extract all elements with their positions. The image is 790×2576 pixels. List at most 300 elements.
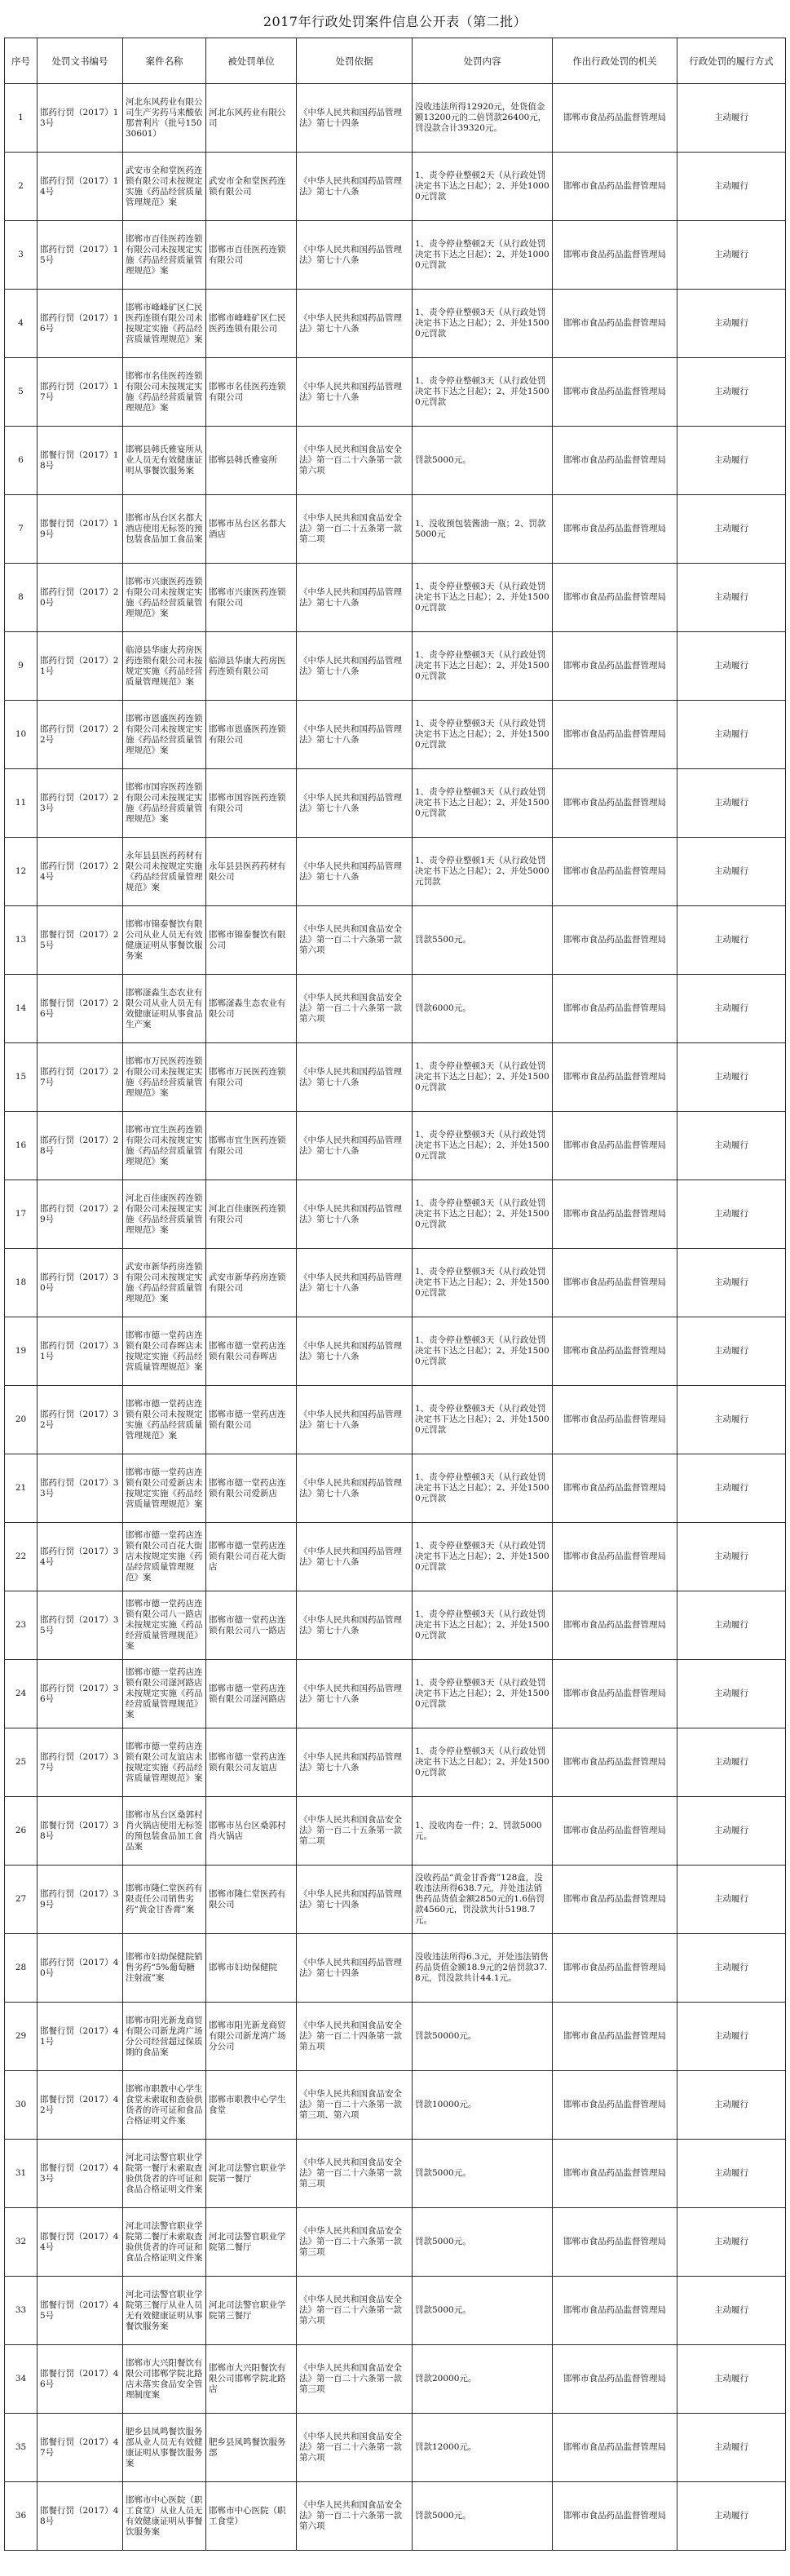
cell-authority: 邯郸市食品药品监督管理局	[553, 975, 677, 1043]
cell-case-name: 河北东风药业有限公司生产劣药马来酸依那普利片（批号15030601）	[123, 84, 206, 153]
cell-doc-no: 邯药行罚（2017）40号	[38, 1934, 123, 2003]
cell-basis: 《中华人民共和国食品安全法》第一百二十六条第一款第六项	[297, 906, 413, 975]
cell-authority: 邯郸市食品药品监督管理局	[553, 632, 677, 701]
cell-authority: 邯郸市食品药品监督管理局	[553, 564, 677, 632]
cell-no: 1	[5, 84, 38, 153]
cell-case-name: 邯郸市德一堂药店连锁有限公司八一路店未按规定实施《药品经营质量管理规范》案	[123, 1591, 206, 1660]
cell-case-name: 邯郸市妇幼保健院销售劣药“5%葡萄糖注射液”案	[123, 1934, 206, 2003]
cell-basis: 《中华人民共和国药品管理法》第七十八条	[297, 632, 413, 701]
cell-case-name: 邯郸市名佳医药连锁有限公司未按规定实施《药品经营质量管理规范》案	[123, 358, 206, 427]
cell-case-name: 河北百佳康医药连锁有限公司未按规定实施《药品经营质量管理规范》案	[123, 1180, 206, 1249]
cell-authority: 邯郸市食品药品监督管理局	[553, 1591, 677, 1660]
cell-case-name: 河北司法警官职业学院第二餐厅未索取查验供货者的许可证和食品合格证明文件案	[123, 2208, 206, 2277]
header-authority: 作出行政处罚的机关	[553, 38, 677, 84]
cell-doc-no: 邯餐行罚（2017）26号	[38, 975, 123, 1043]
cell-no: 10	[5, 701, 38, 769]
cell-content: 罚款5000元。	[413, 2482, 553, 2551]
cell-doc-no: 邯餐行罚（2017）43号	[38, 2140, 123, 2208]
cell-method: 主动履行	[677, 906, 786, 975]
cell-authority: 邯郸市食品药品监督管理局	[553, 495, 677, 564]
cell-authority: 邯郸市食品药品监督管理局	[553, 701, 677, 769]
cell-no: 31	[5, 2140, 38, 2208]
table-row	[5, 1112, 786, 1180]
table-row	[5, 975, 786, 1043]
cell-doc-no: 邯药行罚（2017）37号	[38, 1728, 123, 1797]
table-body	[5, 84, 786, 2551]
cell-case-name: 邯郸市中心医院（职工食堂）从业人员无有效健康证明从事餐饮服务案	[123, 2482, 206, 2551]
table-row	[5, 2277, 786, 2345]
cell-basis: 《中华人民共和国食品安全法》第一百二十六条第一款第三项、第六项	[297, 2071, 413, 2140]
cell-basis: 《中华人民共和国药品管理法》第七十八条	[297, 1591, 413, 1660]
cell-party: 河北司法警官职业学院第一餐厅	[206, 2140, 297, 2208]
header-no: 序号	[5, 38, 38, 84]
cell-content: 1、责令停业整顿3天（从行政处罚决定书下达之日起）；2、并处15000元罚款	[413, 1043, 553, 1112]
cell-no: 19	[5, 1317, 38, 1386]
cell-doc-no: 邯药行罚（2017）34号	[38, 1523, 123, 1591]
cell-no: 7	[5, 495, 38, 564]
cell-doc-no: 邯药行罚（2017）16号	[38, 290, 123, 358]
table-row	[5, 906, 786, 975]
cell-no: 32	[5, 2208, 38, 2277]
cell-method: 主动履行	[677, 1043, 786, 1112]
cell-method: 主动履行	[677, 1523, 786, 1591]
cell-case-name: 肥乡县凤鸣餐饮服务部从业人员无有效健康证明从事餐饮服务案	[123, 2414, 206, 2482]
cell-authority: 邯郸市食品药品监督管理局	[553, 427, 677, 495]
cell-no: 22	[5, 1523, 38, 1591]
cell-authority: 邯郸市食品药品监督管理局	[553, 1797, 677, 1866]
cell-case-name: 临漳县华康大药房医药连锁有限公司未按规定实施《药品经营质量管理规范》案	[123, 632, 206, 701]
cell-no: 26	[5, 1797, 38, 1866]
table-row	[5, 1386, 786, 1454]
cell-basis: 《中华人民共和国食品安全法》第一百二十六条第一款第六项	[297, 2277, 413, 2345]
cell-basis: 《中华人民共和国食品安全法》第一百二十四条第一款第五项	[297, 2003, 413, 2071]
cell-case-name: 邯郸市恩盛医药连锁有限公司未按规定实施《药品经营质量管理规范》案	[123, 701, 206, 769]
table-row	[5, 1866, 786, 1934]
cell-basis: 《中华人民共和国药品管理法》第七十八条	[297, 838, 413, 906]
cell-case-name: 邯郸市兴康医药连锁有限公司未按规定实施《药品经营质量管理规范》案	[123, 564, 206, 632]
cell-method: 主动履行	[677, 2482, 786, 2551]
table-row	[5, 1523, 786, 1591]
cell-case-name: 邯郸市万民医药连锁有限公司未按规定实施《药品经营质量管理规范》案	[123, 1043, 206, 1112]
cell-method: 主动履行	[677, 769, 786, 838]
table-row	[5, 1797, 786, 1866]
cell-party: 邯郸市德一堂药店连锁有限公司友谊店	[206, 1728, 297, 1797]
cell-basis: 《中华人民共和国食品安全法》第一百二十六条第一款第六项	[297, 975, 413, 1043]
cell-case-name: 邯郸市大兴阳餐饮有限公司邯郸学院北路店未落实食品安全管理制度案	[123, 2345, 206, 2414]
cell-method: 主动履行	[677, 1591, 786, 1660]
cell-no: 33	[5, 2277, 38, 2345]
cell-authority: 邯郸市食品药品监督管理局	[553, 153, 677, 221]
cell-content: 1、责令停业整顿3天（从行政处罚决定书下达之日起）；2、并处15000元罚款	[413, 564, 553, 632]
cell-party: 河北东风药业有限公司	[206, 84, 297, 153]
cell-authority: 邯郸市食品药品监督管理局	[553, 906, 677, 975]
table-row	[5, 2414, 786, 2482]
cell-basis: 《中华人民共和国药品管理法》第七十八条	[297, 290, 413, 358]
cell-party: 河北司法警官职业学院第三餐厅	[206, 2277, 297, 2345]
table-row	[5, 290, 786, 358]
cell-no: 34	[5, 2345, 38, 2414]
cell-basis: 《中华人民共和国食品安全法》第一百二十六条第一款第六项	[297, 2414, 413, 2482]
cell-content: 1、责令停业整顿3天（从行政处罚决定书下达之日起）；2、并处15000元罚款	[413, 632, 553, 701]
table-row	[5, 632, 786, 701]
cell-doc-no: 邯餐行罚（2017）18号	[38, 427, 123, 495]
table-row	[5, 2345, 786, 2414]
cell-no: 36	[5, 2482, 38, 2551]
cell-authority: 邯郸市食品药品监督管理局	[553, 769, 677, 838]
cell-case-name: 永年县县医药药材有限公司未按规定实施《药品经营质量管理规范》案	[123, 838, 206, 906]
cell-party: 武安市全和堂医药连锁有限公司	[206, 153, 297, 221]
table-row	[5, 838, 786, 906]
cell-method: 主动履行	[677, 2208, 786, 2277]
cell-party: 邯郸市中心医院（职工食堂）	[206, 2482, 297, 2551]
table-row	[5, 1249, 786, 1317]
cell-party: 邯郸市恩盛医药连锁有限公司	[206, 701, 297, 769]
cell-authority: 邯郸市食品药品监督管理局	[553, 1728, 677, 1797]
cell-content: 1、责令停业整顿3天（从行政处罚决定书下达之日起）；2、并处15000元罚款	[413, 1386, 553, 1454]
cell-content: 没收违法所得12920元，处货值金额13200元的二倍罚款26400元，罚没款合计39320元。	[413, 84, 553, 153]
cell-method: 主动履行	[677, 2345, 786, 2414]
cell-party: 邯郸市宜生医药连锁有限公司	[206, 1112, 297, 1180]
cell-party: 邯郸市德一堂药店连锁有限公司爱新店	[206, 1454, 297, 1523]
cell-party: 河北百佳康医药连锁有限公司	[206, 1180, 297, 1249]
table-row	[5, 2140, 786, 2208]
cell-method: 主动履行	[677, 701, 786, 769]
cell-authority: 邯郸市食品药品监督管理局	[553, 1660, 677, 1728]
cell-no: 12	[5, 838, 38, 906]
table-row	[5, 153, 786, 221]
cell-doc-no: 邯药行罚（2017）24号	[38, 838, 123, 906]
cell-content: 罚款5000元。	[413, 2140, 553, 2208]
cell-party: 邯郸县韩氏雅宴所	[206, 427, 297, 495]
cell-content: 1、责令停业整顿1天（从行政处罚决定书下达之日起）；2、并处5000元罚款	[413, 838, 553, 906]
cell-content: 罚款5500元。	[413, 906, 553, 975]
header-case-name: 案件名称	[123, 38, 206, 84]
cell-method: 主动履行	[677, 427, 786, 495]
cell-basis: 《中华人民共和国药品管理法》第七十八条	[297, 221, 413, 290]
cell-case-name: 邯郸市德一堂药店连锁有限公司滏河路店未按规定实施《药品经营质量管理规范》案	[123, 1660, 206, 1728]
cell-doc-no: 邯药行罚（2017）31号	[38, 1317, 123, 1386]
cell-party: 邯郸市德一堂药店连锁有限公司春晖店	[206, 1317, 297, 1386]
cell-party: 河北司法警官职业学院第二餐厅	[206, 2208, 297, 2277]
cell-party: 邯郸市阳光新龙商贸有限公司新龙湾广场分公司	[206, 2003, 297, 2071]
cell-authority: 邯郸市食品药品监督管理局	[553, 2482, 677, 2551]
header-basis: 处罚依据	[297, 38, 413, 84]
cell-doc-no: 邯药行罚（2017）35号	[38, 1591, 123, 1660]
cell-method: 主动履行	[677, 84, 786, 153]
cell-party: 邯郸市百佳医药连锁有限公司	[206, 221, 297, 290]
cell-no: 28	[5, 1934, 38, 2003]
cell-basis: 《中华人民共和国药品管理法》第七十八条	[297, 701, 413, 769]
cell-party: 邯郸市德一堂药店连锁有限公司八一路店	[206, 1591, 297, 1660]
cell-doc-no: 邯餐行罚（2017）47号	[38, 2414, 123, 2482]
document-title: 2017年行政处罚案件信息公开表（第二批）	[263, 14, 527, 29]
cell-method: 主动履行	[677, 2071, 786, 2140]
cell-authority: 邯郸市食品药品监督管理局	[553, 2140, 677, 2208]
cell-case-name: 河北司法警官职业学院第三餐厅从业人员无有效健康证明从事餐饮服务案	[123, 2277, 206, 2345]
cell-doc-no: 邯药行罚（2017）14号	[38, 153, 123, 221]
cell-authority: 邯郸市食品药品监督管理局	[553, 1454, 677, 1523]
table-row	[5, 495, 786, 564]
cell-basis: 《中华人民共和国药品管理法》第七十八条	[297, 564, 413, 632]
cell-party: 邯郸市职教中心学生食堂	[206, 2071, 297, 2140]
cell-method: 主动履行	[677, 1866, 786, 1934]
table-row	[5, 2482, 786, 2551]
cell-case-name: 河北司法警官职业学院第一餐厅未索取查验供货者的许可证和食品合格证明文件案	[123, 2140, 206, 2208]
cell-basis: 《中华人民共和国药品管理法》第七十八条	[297, 1317, 413, 1386]
cell-authority: 邯郸市食品药品监督管理局	[553, 2208, 677, 2277]
cell-basis: 《中华人民共和国食品安全法》第一百二十六条第一款第三项	[297, 2208, 413, 2277]
cell-method: 主动履行	[677, 358, 786, 427]
cell-case-name: 邯郸市职教中心学生食堂未索取和查验供货者的许可证和食品合格证明文件案	[123, 2071, 206, 2140]
cell-method: 主动履行	[677, 2414, 786, 2482]
cell-method: 主动履行	[677, 1934, 786, 2003]
cell-basis: 《中华人民共和国药品管理法》第七十八条	[297, 1523, 413, 1591]
cell-authority: 邯郸市食品药品监督管理局	[553, 1249, 677, 1317]
cell-method: 主动履行	[677, 632, 786, 701]
cell-method: 主动履行	[677, 564, 786, 632]
cell-case-name: 武安市全和堂医药连锁有限公司未按规定实施《药品经营质量管理规范》案	[123, 153, 206, 221]
cell-method: 主动履行	[677, 975, 786, 1043]
cell-basis: 《中华人民共和国药品管理法》第七十八条	[297, 358, 413, 427]
cell-content: 罚款5000元。	[413, 2277, 553, 2345]
cell-basis: 《中华人民共和国药品管理法》第七十四条	[297, 1934, 413, 2003]
cell-content: 1、责令停业整顿3天（从行政处罚决定书下达之日起）；2、并处15000元罚款	[413, 1523, 553, 1591]
cell-content: 1、责令停业整顿3天（从行政处罚决定书下达之日起）；2、并处15000元罚款	[413, 1249, 553, 1317]
cell-authority: 邯郸市食品药品监督管理局	[553, 1317, 677, 1386]
cell-party: 邯郸市名佳医药连锁有限公司	[206, 358, 297, 427]
penalty-table	[4, 38, 786, 2551]
cell-content: 1、没收肉卷一件；2、罚款5000元。	[413, 1797, 553, 1866]
cell-case-name: 邯郸市锦泰餐饮有限公司从业人员无有效健康证明从事餐饮服务案	[123, 906, 206, 975]
cell-no: 20	[5, 1386, 38, 1454]
cell-method: 主动履行	[677, 1112, 786, 1180]
cell-authority: 邯郸市食品药品监督管理局	[553, 221, 677, 290]
cell-authority: 邯郸市食品药品监督管理局	[553, 2071, 677, 2140]
cell-no: 5	[5, 358, 38, 427]
cell-no: 3	[5, 221, 38, 290]
cell-content: 1、责令停业整顿3天（从行政处罚决定书下达之日起）；2、并处15000元罚款	[413, 358, 553, 427]
cell-case-name: 邯郸市德一堂药店连锁有限公司春晖店未按规定实施《药品经营质量管理规范》案	[123, 1317, 206, 1386]
cell-basis: 《中华人民共和国药品管理法》第七十八条	[297, 1112, 413, 1180]
table-row	[5, 1317, 786, 1386]
table-row	[5, 84, 786, 153]
cell-case-name: 邯郸市阳光新龙商贸有限公司新龙湾广场分公司经营超过保质期的食品案	[123, 2003, 206, 2071]
cell-case-name: 邯郸市德一堂药店连锁有限公司爱新店未按规定实施《药品经营质量管理规范》案	[123, 1454, 206, 1523]
cell-case-name: 邯郸市隆仁堂医药有限责任公司销售劣药“黄金甘香膏”案	[123, 1866, 206, 1934]
cell-authority: 邯郸市食品药品监督管理局	[553, 2345, 677, 2414]
cell-no: 23	[5, 1591, 38, 1660]
cell-doc-no: 邯餐行罚（2017）46号	[38, 2345, 123, 2414]
cell-content: 没收违法所得6.3元，并处违法销售药品货值金额18.9元的2倍罚款37.8元，罚没款共计44.1元。	[413, 1934, 553, 2003]
cell-no: 29	[5, 2003, 38, 2071]
cell-authority: 邯郸市食品药品监督管理局	[553, 1112, 677, 1180]
cell-no: 15	[5, 1043, 38, 1112]
cell-content: 1、责令停业整顿3天（从行政处罚决定书下达之日起）；2、并处15000元罚款	[413, 1728, 553, 1797]
cell-no: 4	[5, 290, 38, 358]
cell-method: 主动履行	[677, 495, 786, 564]
cell-basis: 《中华人民共和国药品管理法》第七十四条	[297, 84, 413, 153]
cell-no: 13	[5, 906, 38, 975]
cell-party: 邯郸市丛台区名都大酒店	[206, 495, 297, 564]
table-row	[5, 427, 786, 495]
cell-party: 永年县县医药药材有限公司	[206, 838, 297, 906]
cell-doc-no: 邯餐行罚（2017）19号	[38, 495, 123, 564]
cell-no: 8	[5, 564, 38, 632]
cell-case-name: 邯郸市德一堂药店连锁有限公司未按规定实施《药品经营质量管理规范》案	[123, 1386, 206, 1454]
cell-content: 罚款5000元。	[413, 2208, 553, 2277]
table-row	[5, 2071, 786, 2140]
cell-content: 罚款20000元。	[413, 2345, 553, 2414]
cell-authority: 邯郸市食品药品监督管理局	[553, 1043, 677, 1112]
cell-content: 1、责令停业整顿3天（从行政处罚决定书下达之日起）；2、并处15000元罚款	[413, 701, 553, 769]
cell-method: 主动履行	[677, 1797, 786, 1866]
cell-content: 罚款5000元。	[413, 427, 553, 495]
cell-case-name: 邯郸市国容医药连锁有限公司未按规定实施《药品经营质量管理规范》案	[123, 769, 206, 838]
cell-party: 邯郸市德一堂药店连锁有限公司滏河路店	[206, 1660, 297, 1728]
cell-doc-no: 邯药行罚（2017）39号	[38, 1866, 123, 1934]
table-row	[5, 1728, 786, 1797]
header-row	[5, 38, 786, 84]
cell-no: 25	[5, 1728, 38, 1797]
table-row	[5, 1591, 786, 1660]
cell-case-name: 邯郸市丛台区桑郭村肖火锅店使用无标签的预包装食品加工食品案	[123, 1797, 206, 1866]
cell-case-name: 邯郸市德一堂药店连锁有限公司友谊店未按规定实施《药品经营质量管理规范》案	[123, 1728, 206, 1797]
table-row	[5, 1043, 786, 1112]
table-row	[5, 1660, 786, 1728]
cell-case-name: 邯郸市丛台区名都大酒店使用无标签的预包装食品加工食品案	[123, 495, 206, 564]
cell-basis: 《中华人民共和国食品安全法》第一百二十五条第一款第二项	[297, 495, 413, 564]
table-row	[5, 221, 786, 290]
cell-content: 1、责令停业整顿3天（从行政处罚决定书下达之日起）；2、并处15000元罚款	[413, 769, 553, 838]
cell-no: 2	[5, 153, 38, 221]
cell-method: 主动履行	[677, 1386, 786, 1454]
cell-basis: 《中华人民共和国药品管理法》第七十八条	[297, 1660, 413, 1728]
cell-basis: 《中华人民共和国食品安全法》第一百二十六条第一款第三项	[297, 2140, 413, 2208]
cell-case-name: 武安市新华药房连锁有限公司未按规定实施《药品经营质量管理规范》案	[123, 1249, 206, 1317]
cell-doc-no: 邯餐行罚（2017）42号	[38, 2071, 123, 2140]
cell-basis: 《中华人民共和国药品管理法》第七十八条	[297, 153, 413, 221]
cell-party: 邯郸市锦泰餐饮有限公司	[206, 906, 297, 975]
cell-method: 主动履行	[677, 1249, 786, 1317]
cell-party: 邯郸市德一堂药店连锁有限公司	[206, 1386, 297, 1454]
cell-authority: 邯郸市食品药品监督管理局	[553, 358, 677, 427]
header-method: 行政处罚的履行方式	[677, 38, 786, 84]
cell-no: 18	[5, 1249, 38, 1317]
cell-no: 27	[5, 1866, 38, 1934]
header-party: 被处罚单位	[206, 38, 297, 84]
cell-content: 1、责令停业整顿3天（从行政处罚决定书下达之日起）；2、并处15000元罚款	[413, 1317, 553, 1386]
table-row	[5, 1180, 786, 1249]
cell-authority: 邯郸市食品药品监督管理局	[553, 2414, 677, 2482]
cell-method: 主动履行	[677, 2140, 786, 2208]
cell-authority: 邯郸市食品药品监督管理局	[553, 1934, 677, 2003]
cell-method: 主动履行	[677, 1180, 786, 1249]
cell-basis: 《中华人民共和国食品安全法》第一百二十六条第一款第六项	[297, 2482, 413, 2551]
cell-content: 没收药品“黄金甘香膏”128盒，没收违法所得638.7元，并处违法销售药品货值金额2850元的1.6倍罚款4560元，罚没款共计5198.7元。	[413, 1866, 553, 1934]
cell-method: 主动履行	[677, 2277, 786, 2345]
cell-no: 14	[5, 975, 38, 1043]
cell-party: 邯郸市万民医药连锁有限公司	[206, 1043, 297, 1112]
cell-content: 1、没收预包装酱油一瓶；2、罚款5000元	[413, 495, 553, 564]
cell-case-name: 邯郸市德一堂药店连锁有限公司百花大街店未按规定实施《药品经营质量管理规范》案	[123, 1523, 206, 1591]
cell-doc-no: 邯药行罚（2017）21号	[38, 632, 123, 701]
cell-basis: 《中华人民共和国食品安全法》第一百二十五条第一款第二项	[297, 1797, 413, 1866]
table-row	[5, 1454, 786, 1523]
table-row	[5, 358, 786, 427]
cell-party: 邯郸市峰峰矿区仁民医药连锁有限公司	[206, 290, 297, 358]
cell-party: 邯郸市大兴阳餐饮有限公司邯郸学院北路店	[206, 2345, 297, 2414]
cell-party: 邯郸市隆仁堂医药有限公司	[206, 1866, 297, 1934]
cell-content: 1、责令停业整顿3天（从行政处罚决定书下达之日起）；2、并处15000元罚款	[413, 1660, 553, 1728]
cell-authority: 邯郸市食品药品监督管理局	[553, 1523, 677, 1591]
cell-party: 临漳县华康大药房医药连锁有限公司	[206, 632, 297, 701]
cell-no: 9	[5, 632, 38, 701]
cell-doc-no: 邯药行罚（2017）33号	[38, 1454, 123, 1523]
table-row	[5, 1934, 786, 2003]
cell-method: 主动履行	[677, 1317, 786, 1386]
table-row	[5, 564, 786, 632]
cell-content: 罚款10000元。	[413, 2071, 553, 2140]
cell-case-name: 邯郸市百佳医药连锁有限公司未按规定实施《药品经营质量管理规范》案	[123, 221, 206, 290]
cell-content: 1、责令停业整顿2天（从行政处罚决定书下达之日起）；2、并处10000元罚款	[413, 221, 553, 290]
cell-doc-no: 邯药行罚（2017）29号	[38, 1180, 123, 1249]
cell-method: 主动履行	[677, 1660, 786, 1728]
cell-authority: 邯郸市食品药品监督管理局	[553, 290, 677, 358]
cell-no: 11	[5, 769, 38, 838]
cell-case-name: 邯郸县韩氏雅宴所从业人员无有效健康证明从事餐饮服务案	[123, 427, 206, 495]
cell-case-name: 邯郸市峰峰矿区仁民医药连锁有限公司未按规定实施《药品经营质量管理规范》案	[123, 290, 206, 358]
cell-content: 1、责令停业整顿3天（从行政处罚决定书下达之日起）；2、并处15000元罚款	[413, 1180, 553, 1249]
cell-doc-no: 邯餐行罚（2017）45号	[38, 2277, 123, 2345]
cell-no: 35	[5, 2414, 38, 2482]
cell-doc-no: 邯药行罚（2017）32号	[38, 1386, 123, 1454]
cell-no: 21	[5, 1454, 38, 1523]
table-row	[5, 701, 786, 769]
cell-basis: 《中华人民共和国药品管理法》第七十八条	[297, 1386, 413, 1454]
cell-doc-no: 邯餐行罚（2017）25号	[38, 906, 123, 975]
cell-party: 邯郸市国容医药连锁有限公司	[206, 769, 297, 838]
cell-basis: 《中华人民共和国药品管理法》第七十八条	[297, 1454, 413, 1523]
cell-doc-no: 邯药行罚（2017）17号	[38, 358, 123, 427]
cell-doc-no: 邯药行罚（2017）20号	[38, 564, 123, 632]
cell-doc-no: 邯药行罚（2017）13号	[38, 84, 123, 153]
cell-doc-no: 邯药行罚（2017）27号	[38, 1043, 123, 1112]
cell-doc-no: 邯药行罚（2017）36号	[38, 1660, 123, 1728]
cell-doc-no: 邯药行罚（2017）22号	[38, 701, 123, 769]
cell-basis: 《中华人民共和国食品安全法》第一百二十六条第一款第三项	[297, 2345, 413, 2414]
cell-doc-no: 邯药行罚（2017）28号	[38, 1112, 123, 1180]
cell-basis: 《中华人民共和国药品管理法》第七十八条	[297, 1043, 413, 1112]
cell-basis: 《中华人民共和国药品管理法》第七十四条	[297, 1866, 413, 1934]
cell-doc-no: 邯餐行罚（2017）48号	[38, 2482, 123, 2551]
cell-no: 30	[5, 2071, 38, 2140]
cell-doc-no: 邯餐行罚（2017）44号	[38, 2208, 123, 2277]
table-row	[5, 2208, 786, 2277]
cell-case-name: 邯郸市宜生医药连锁有限公司未按规定实施《药品经营质量管理规范》案	[123, 1112, 206, 1180]
cell-doc-no: 邯药行罚（2017）30号	[38, 1249, 123, 1317]
cell-no: 16	[5, 1112, 38, 1180]
cell-party: 武安市新华药房连锁有限公司	[206, 1249, 297, 1317]
cell-authority: 邯郸市食品药品监督管理局	[553, 2277, 677, 2345]
header-doc-no: 处罚文书编号	[38, 38, 123, 84]
cell-doc-no: 邯餐行罚（2017）41号	[38, 2003, 123, 2071]
cell-content: 1、责令停业整顿3天（从行政处罚决定书下达之日起）；2、并处15000元罚款	[413, 1454, 553, 1523]
cell-content: 1、责令停业整顿3天（从行政处罚决定书下达之日起）；2、并处15000元罚款	[413, 1591, 553, 1660]
cell-method: 主动履行	[677, 153, 786, 221]
cell-content: 1、责令停业整顿2天（从行政处罚决定书下达之日起）；2、并处10000元罚款	[413, 153, 553, 221]
cell-party: 邯郸市妇幼保健院	[206, 1934, 297, 2003]
cell-party: 邯郸滏淼生态农业有限公司	[206, 975, 297, 1043]
